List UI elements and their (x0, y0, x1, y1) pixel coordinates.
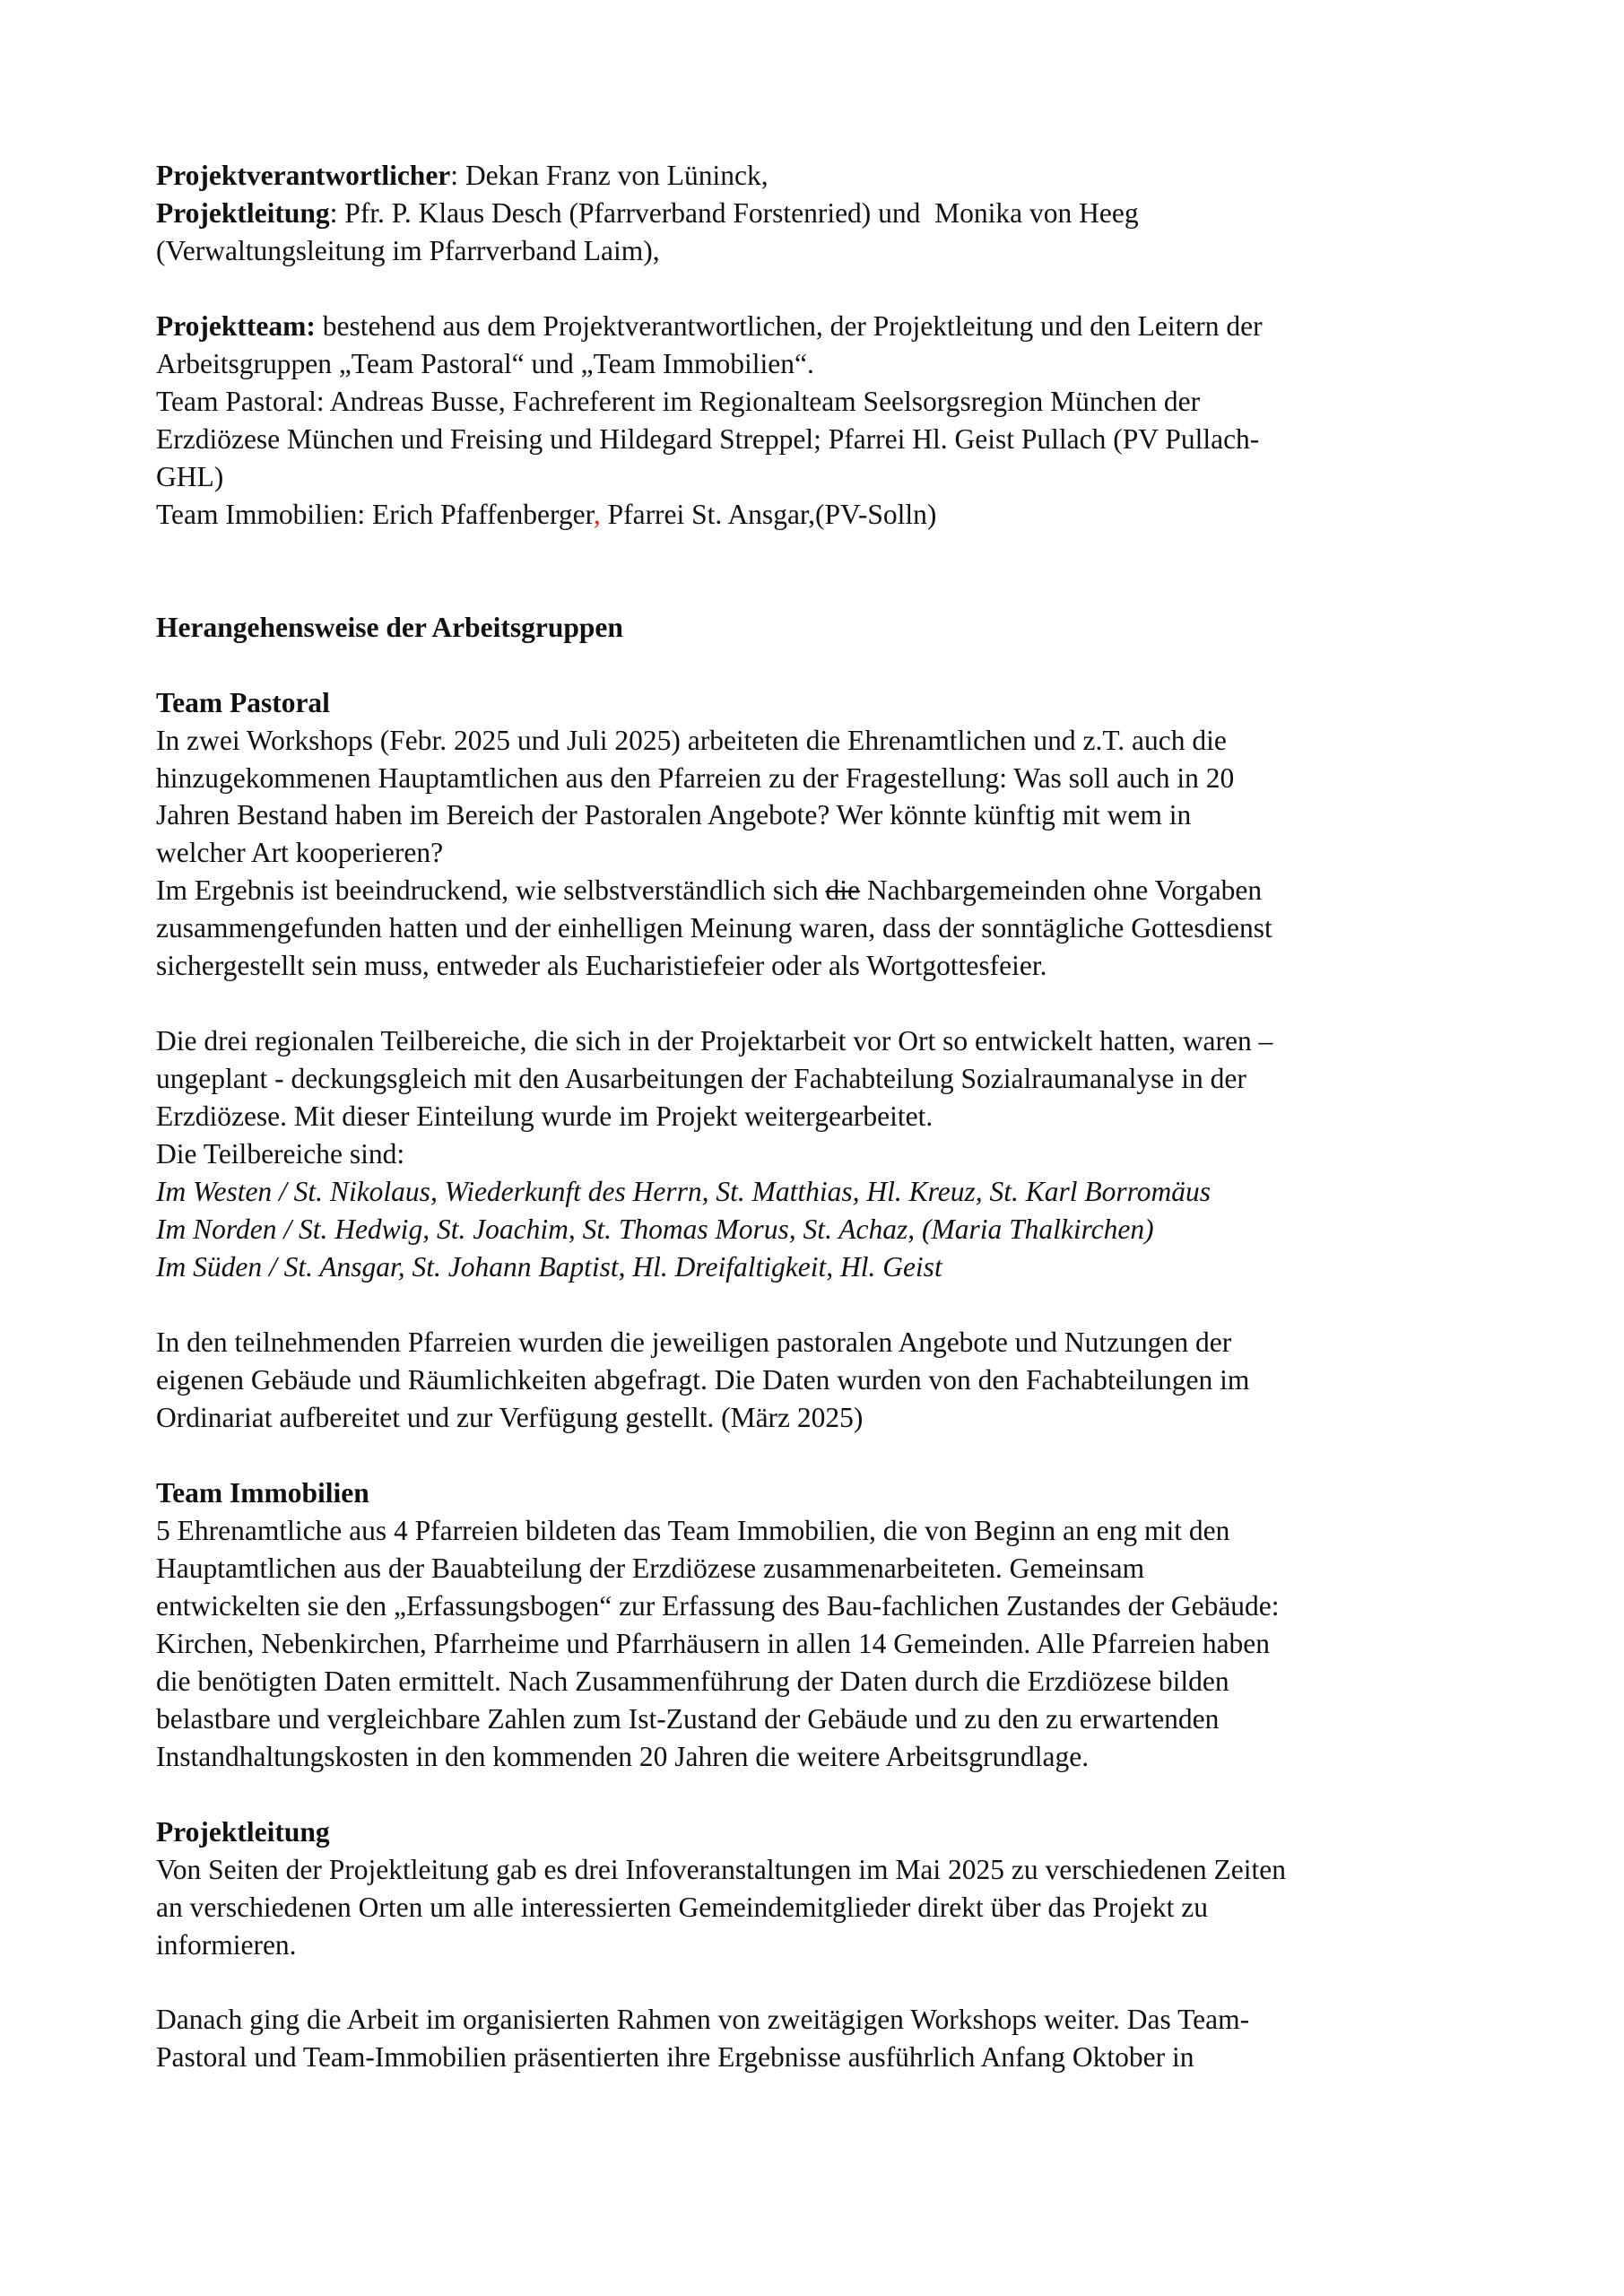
pastoral-members-line-3: GHL) (156, 460, 224, 492)
paragraph-line: Pastoral und Team-Immobilien präsentierten ihre Ergebnisse ausführlich Anfang Oktober in (156, 2041, 1194, 2074)
tracked-insertion-comma: , (593, 498, 601, 530)
paragraph-line: In zwei Workshops (Febr. 2025 und Juli 2025) arbeiteten die Ehrenamtlichen und z.T. auch die (156, 724, 1227, 756)
subheading-team-immobilien: Team Immobilien (156, 1476, 369, 1509)
responsible-value: Dekan Franz von Lüninck, (458, 160, 769, 191)
paragraph-line: Kirchen, Nebenkirchen, Pfarrheime und Pfarrhäusern in allen 14 Gemeinden. Alle Pfarreien haben (156, 1627, 1271, 1659)
blank-line (156, 985, 1501, 1022)
paragraph-line (156, 872, 1501, 909)
region-west: Im Westen / St. Nikolaus, Wiederkunft des Herrn, St. Matthias, Hl. Kreuz, St. Karl Borromäus (156, 1176, 1211, 1208)
paragraph-text: Nachbargemeinden ohne Vorgaben (859, 874, 1263, 907)
paragraph-line: hinzugekommenen Hauptamtlichen aus den Pfarreien zu der Fragestellung: Was soll auch in 20 (156, 761, 1235, 794)
responsible-line (156, 157, 1501, 195)
immobilien-members-line (156, 496, 1501, 534)
subheading-projektleitung: Projektleitung (156, 1815, 330, 1848)
paragraph-line: die benötigten Daten ermittelt. Nach Zusammenführung der Daten durch die Erzdiözese bilden (156, 1665, 1229, 1697)
region-south: Im Süden / St. Ansgar, St. Johann Baptist, Hl. Dreifaltigkeit, Hl. Geist (156, 1251, 942, 1283)
lead-value: Pfr. P. Klaus Desch (Pfarrverband Forstenried) und Monika von Heeg (337, 196, 1139, 229)
subheading-team-pastoral: Team Pastoral (156, 686, 330, 718)
blank-line (156, 1776, 1501, 1813)
paragraph-line: zusammengefunden hatten und der einhelligen Meinung waren, dass der sonntägliche Gottesdienst (156, 912, 1272, 944)
immobilien-members-text: Team Immobilien: Erich Pfaffenberger (156, 498, 594, 530)
paragraph-line: Hauptamtlichen aus der Bauabteilung der Erzdiözese zusammenarbeiteten. Gemeinsam (156, 1552, 1145, 1584)
paragraph-text: Im Ergebnis ist beeindruckend, wie selbstverständlich sich (156, 874, 826, 907)
paragraph-line: informieren. (156, 1928, 297, 1961)
paragraph-line: In den teilnehmenden Pfarreien wurden die jeweiligen pastoralen Angebote und Nutzungen der (156, 1326, 1232, 1359)
paragraph-line: Danach ging die Arbeit im organisierten Rahmen von zweitägigen Workshops weiter. Das Team- (156, 2004, 1250, 2036)
blank-line (156, 571, 1501, 609)
pastoral-members-line-2: Erzdiözese München und Freising und Hildegard Streppel; Pfarrei Hl. Geist Pullach (PV Pullach- (156, 422, 1260, 455)
tracked-deletion-word: die (825, 874, 860, 907)
paragraph-line: belastbare und vergleichbare Zahlen zum Ist-Zustand der Gebäude und zu den zu erwartenden (156, 1702, 1220, 1735)
paragraph-line: 5 Ehrenamtliche aus 4 Pfarreien bildeten das Team Immobilien, die von Beginn an eng mit den (156, 1514, 1230, 1546)
paragraph-line: ungeplant - deckungsgleich mit den Ausarbeitungen der Fachabteilung Sozialraumanalyse in der (156, 1063, 1246, 1095)
lead-line-2: (Verwaltungsleitung im Pfarrverband Laim), (156, 234, 660, 266)
immobilien-members-text-rest: Pfarrei St. Ansgar,(PV-Solln) (600, 498, 937, 530)
section-heading-approach: Herangehensweise der Arbeitsgruppen (156, 611, 623, 643)
paragraph-line: Jahren Bestand haben im Bereich der Pastoralen Angebote? Wer könnte künftig mit wem in (156, 799, 1192, 831)
blank-line (156, 1437, 1501, 1474)
responsible-sep: : (450, 160, 459, 191)
team-line-2: Arbeitsgruppen „Team Pastoral“ und „Team Immobilien“. (156, 347, 814, 379)
pastoral-members-line-1: Team Pastoral: Andreas Busse, Fachreferent im Regionalteam Seelsorgsregion München der (156, 385, 1201, 417)
paragraph-line: Ordinariat aufbereitet und zur Verfügung gestellt. (März 2025) (156, 1401, 864, 1433)
paragraph-line: Die Teilbereiche sind: (156, 1138, 405, 1170)
region-north: Im Norden / St. Hedwig, St. Joachim, St. Thomas Morus, St. Achaz, (Maria Thalkirchen) (156, 1213, 1154, 1246)
paragraph-line: Von Seiten der Projektleitung gab es drei Infoveranstaltungen im Mai 2025 zu verschiedenen Zeiten (156, 1853, 1286, 1885)
responsible-label: Projektverantwortlicher (156, 160, 451, 191)
paragraph-line: Erzdiözese. Mit dieser Einteilung wurde im Projekt weitergearbeitet. (156, 1100, 934, 1133)
team-label: Projektteam: (156, 309, 316, 342)
lead-line-1 (156, 195, 1501, 232)
team-line-1 (156, 308, 1501, 345)
blank-line (156, 647, 1501, 684)
team-value: bestehend aus dem Projektverantwortlichen, der Projektleitung und den Leitern der (315, 309, 1263, 342)
paragraph-line: entwickelten sie den „Erfassungsbogen“ zur Erfassung des Bau-fachlichen Zustandes der Gebäude: (156, 1589, 1280, 1622)
document-body (156, 157, 1501, 2076)
blank-line (156, 270, 1501, 308)
lead-sep: : (329, 196, 338, 229)
paragraph-line: an verschiedenen Orten um alle interessierten Gemeindemitglieder direkt über das Projekt zu (156, 1891, 1208, 1923)
blank-line (156, 1286, 1501, 1324)
paragraph-line: Instandhaltungskosten in den kommenden 20 Jahren die weitere Arbeitsgrundlage. (156, 1740, 1090, 1772)
paragraph-line: eigenen Gebäude und Räumlichkeiten abgefragt. Die Daten wurden von den Fachabteilungen im (156, 1364, 1250, 1396)
paragraph-line: sichergestellt sein muss, entweder als Eucharistiefeier oder als Wortgottesfeier. (156, 950, 1047, 982)
paragraph-line: welcher Art kooperieren? (156, 837, 444, 869)
paragraph-line: Die drei regionalen Teilbereiche, die sich in der Projektarbeit vor Ort so entwickelt hatten, waren – (156, 1025, 1273, 1057)
blank-line (156, 1964, 1501, 2002)
blank-line (156, 534, 1501, 571)
lead-label: Projektleitung (156, 196, 330, 229)
